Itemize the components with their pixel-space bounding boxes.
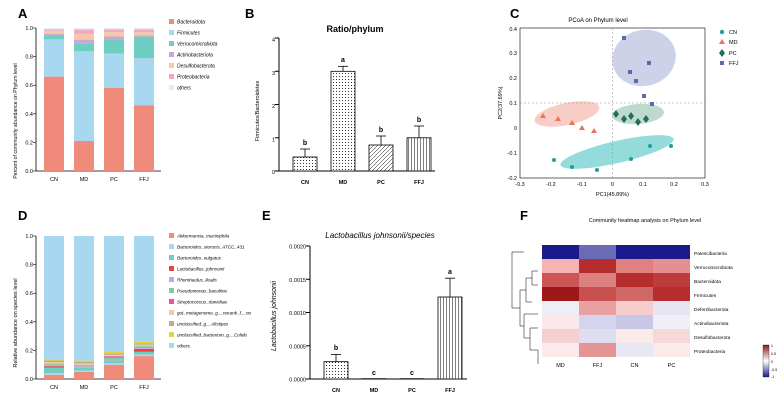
- svg-text:0.0005: 0.0005: [289, 344, 306, 351]
- svg-text:0.6: 0.6: [25, 83, 33, 90]
- ellipse-cn: [558, 128, 676, 176]
- svg-text:0.5: 0.5: [771, 352, 776, 356]
- bar-group-md: [74, 28, 94, 171]
- svg-text:4: 4: [271, 37, 275, 44]
- svg-text:0.3: 0.3: [509, 51, 517, 57]
- svg-text:0.2: 0.2: [509, 76, 517, 82]
- svg-text:-0.1: -0.1: [507, 151, 517, 157]
- svg-text:0: 0: [271, 170, 275, 176]
- panel-c-xlabel: PC1(45.89%): [595, 192, 630, 198]
- svg-text:MD: MD: [556, 363, 565, 369]
- bar-group-pc: [104, 28, 124, 171]
- panel-c-label: C: [510, 6, 520, 21]
- svg-text:CN: CN: [630, 363, 639, 369]
- panel-c-chart: [448, 6, 784, 201]
- panel-a-legend: [169, 19, 218, 92]
- bar-ffj: [407, 117, 431, 171]
- bar-group-cn: [44, 28, 64, 171]
- bar-e-pc: [400, 370, 424, 379]
- svg-text:0.0: 0.0: [25, 377, 33, 383]
- svg-text:CN: CN: [50, 385, 58, 391]
- svg-text:-0.2: -0.2: [507, 176, 517, 182]
- bar-md: [331, 57, 355, 171]
- heatmap-colorbar: [763, 344, 777, 379]
- panel-a: [6, 6, 236, 201]
- bar-pc: [369, 127, 393, 171]
- svg-text:1.0: 1.0: [25, 234, 33, 240]
- panel-f: [480, 208, 784, 408]
- svg-text:MD: MD: [369, 388, 379, 394]
- panel-b-chart: [245, 6, 445, 201]
- panel-a-xtick-cn: CN: [50, 177, 58, 183]
- svg-text:b: b: [378, 127, 384, 134]
- svg-text:0: 0: [610, 182, 615, 188]
- panel-f-title: Community heatmap analysis on Phylum level: [588, 218, 702, 224]
- panel-d-label: D: [18, 208, 28, 223]
- row-dendrogram: [512, 252, 538, 364]
- panel-e-ylabel: Lactobacillus johnsonii: [271, 280, 278, 352]
- svg-text:Actinobacteriota: Actinobacteriota: [694, 322, 729, 327]
- svg-text:Bacteroides_sterocis_ATCC_431: Bacteroides_sterocis_ATCC_431: [177, 244, 245, 250]
- svg-text:b: b: [333, 345, 339, 352]
- svg-text:3: 3: [271, 70, 275, 77]
- svg-text:gut_metagenome_g__norank_f__no: gut_metagenome_g__norank_f__no: [177, 310, 252, 316]
- svg-text:-0.3: -0.3: [515, 182, 525, 188]
- svg-text:0.2: 0.2: [670, 182, 678, 188]
- svg-text:Verrucomicrobiota: Verrucomicrobiota: [177, 41, 218, 48]
- panel-a-chart: [6, 6, 236, 201]
- panel-a-xtick-ffj: FFJ: [139, 177, 149, 183]
- panel-a-xtick-md: MD: [79, 177, 89, 183]
- svg-text:MD: MD: [729, 40, 738, 46]
- svg-text:Desulfobacterota: Desulfobacterota: [694, 336, 731, 341]
- bar-e-ffj: [438, 269, 462, 379]
- svg-text:Verrucomicrobiota: Verrucomicrobiota: [694, 266, 733, 271]
- svg-text:0.4: 0.4: [25, 319, 33, 326]
- svg-text:FFJ: FFJ: [445, 388, 455, 394]
- svg-text:0.1: 0.1: [639, 182, 647, 188]
- svg-text:PC: PC: [667, 363, 676, 369]
- svg-text:0.2: 0.2: [25, 348, 33, 355]
- svg-text:c: c: [372, 370, 376, 377]
- svg-text:PC: PC: [729, 51, 737, 57]
- heatmap-row-labels: [694, 251, 733, 355]
- svg-text:0.0000: 0.0000: [289, 377, 306, 384]
- bar-group-d-md: [74, 236, 94, 379]
- svg-text:0.8: 0.8: [25, 262, 33, 269]
- svg-text:Firmicutes: Firmicutes: [694, 294, 717, 299]
- panel-c: [448, 6, 784, 201]
- heatmap-grid: [542, 245, 690, 357]
- svg-text:-0.2: -0.2: [546, 182, 556, 188]
- svg-text:FFJ: FFJ: [729, 61, 739, 67]
- svg-text:0.0010: 0.0010: [289, 311, 306, 317]
- svg-text:Akkermansia_muciniphila: Akkermansia_muciniphila: [177, 233, 230, 239]
- svg-text:Proteobacteria: Proteobacteria: [694, 350, 726, 355]
- svg-text:0.3: 0.3: [701, 182, 709, 188]
- bar-group-d-cn: [44, 236, 64, 379]
- svg-text:unclassified_bacterium_g__Coli: unclassified_bacterium_g__Colide: [177, 332, 247, 338]
- svg-text:Streptococcus_danieliae: Streptococcus_danieliae: [177, 299, 228, 305]
- svg-text:PC: PC: [110, 385, 118, 391]
- bar-group-d-ffj: [134, 236, 154, 379]
- svg-text:PC: PC: [377, 180, 385, 186]
- panel-d: [6, 208, 256, 408]
- svg-text:Actinobacteriota: Actinobacteriota: [177, 52, 213, 59]
- ellipse-ffj: [606, 23, 682, 94]
- svg-text:others: others: [177, 343, 190, 349]
- svg-text:Desulfobacterota: Desulfobacterota: [177, 63, 215, 70]
- svg-text:0: 0: [513, 126, 517, 132]
- bar-cn: [293, 140, 317, 171]
- panel-f-label: F: [520, 208, 528, 223]
- svg-text:0.8: 0.8: [25, 54, 33, 61]
- panel-c-title: PCoA on Phylum level: [568, 18, 628, 24]
- heatmap-col-labels: [556, 363, 675, 369]
- svg-text:Pseudomonas_baculiine: Pseudomonas_baculiine: [177, 288, 228, 294]
- svg-text:Proteobacteria: Proteobacteria: [177, 74, 210, 81]
- svg-text:-0.1: -0.1: [577, 182, 587, 188]
- svg-text:Bacteroides_vulgatus: Bacteroides_vulgatus: [177, 255, 221, 261]
- svg-text:Deferribacterota: Deferribacterota: [694, 308, 729, 313]
- panel-d-legend: [169, 233, 252, 348]
- panel-e-chart: [262, 208, 477, 408]
- svg-text:Bacteroidota: Bacteroidota: [694, 280, 721, 285]
- panel-c-legend: [719, 30, 739, 67]
- bar-group-d-pc: [104, 236, 124, 379]
- svg-text:CN: CN: [729, 30, 737, 36]
- panel-d-ylabel: Relative abundance on species level: [13, 278, 19, 368]
- svg-text:1: 1: [271, 137, 275, 144]
- panel-f-chart: [480, 208, 784, 408]
- panel-e-title: Lactobacillus johnsonii/species: [325, 231, 435, 240]
- svg-text:1: 1: [771, 344, 773, 348]
- bar-e-md: [362, 370, 386, 379]
- svg-text:Lactobacillus_johnsonii: Lactobacillus_johnsonii: [177, 266, 225, 272]
- svg-text:0.4: 0.4: [509, 27, 517, 33]
- svg-text:FFJ: FFJ: [592, 363, 603, 369]
- svg-text:0.2: 0.2: [25, 140, 33, 147]
- panel-a-xtick-pc: PC: [110, 177, 118, 183]
- panel-b-label: B: [245, 6, 255, 21]
- svg-text:2: 2: [271, 104, 275, 110]
- panel-b-ylabel: Firmicutes/Bacteroidetes: [255, 80, 261, 142]
- svg-text:MD: MD: [338, 180, 348, 186]
- svg-text:0.0: 0.0: [25, 169, 33, 175]
- svg-text:a: a: [341, 57, 345, 64]
- svg-text:b: b: [302, 140, 308, 147]
- svg-text:FFJ: FFJ: [414, 180, 424, 186]
- panel-b-title: Ratio/phylum: [326, 24, 384, 34]
- bar-group-ffj: [134, 28, 154, 171]
- svg-text:0.6: 0.6: [25, 291, 33, 298]
- svg-text:others: others: [177, 85, 191, 92]
- svg-text:PC: PC: [408, 388, 416, 394]
- svg-text:FFJ: FFJ: [139, 385, 149, 391]
- svg-text:-0.5: -0.5: [771, 368, 778, 372]
- svg-text:unclassified_g__Alistipes: unclassified_g__Alistipes: [177, 321, 229, 327]
- bar-e-cn: [324, 345, 348, 379]
- svg-text:c: c: [410, 370, 414, 377]
- svg-text:b: b: [416, 117, 422, 124]
- panel-a-label: A: [18, 6, 28, 21]
- svg-text:0: 0: [771, 360, 773, 364]
- panel-e-label: E: [262, 208, 271, 223]
- svg-text:0.4: 0.4: [25, 111, 33, 118]
- svg-text:1.0: 1.0: [25, 26, 33, 32]
- svg-text:Firmicutes: Firmicutes: [177, 30, 201, 37]
- panel-b: [245, 6, 445, 201]
- svg-text:Patescibacteria: Patescibacteria: [694, 252, 727, 257]
- svg-text:CN: CN: [332, 388, 340, 394]
- svg-text:0.0020: 0.0020: [289, 244, 306, 251]
- panel-d-chart: [6, 208, 256, 408]
- panel-c-ylabel: PC2(37.69%): [498, 86, 504, 120]
- svg-text:MD: MD: [79, 385, 89, 391]
- svg-text:Rhombaulus_ilealis: Rhombaulus_ilealis: [177, 277, 217, 283]
- svg-text:0.0015: 0.0015: [289, 277, 306, 284]
- svg-text:-1: -1: [771, 375, 775, 379]
- svg-text:Bacteroidota: Bacteroidota: [177, 19, 206, 26]
- panel-e: [262, 208, 477, 408]
- svg-text:a: a: [448, 269, 452, 276]
- svg-text:0.1: 0.1: [509, 101, 517, 107]
- svg-text:CN: CN: [301, 180, 309, 186]
- panel-a-ylabel: Percent of community abundance on Phylum level: [13, 63, 19, 179]
